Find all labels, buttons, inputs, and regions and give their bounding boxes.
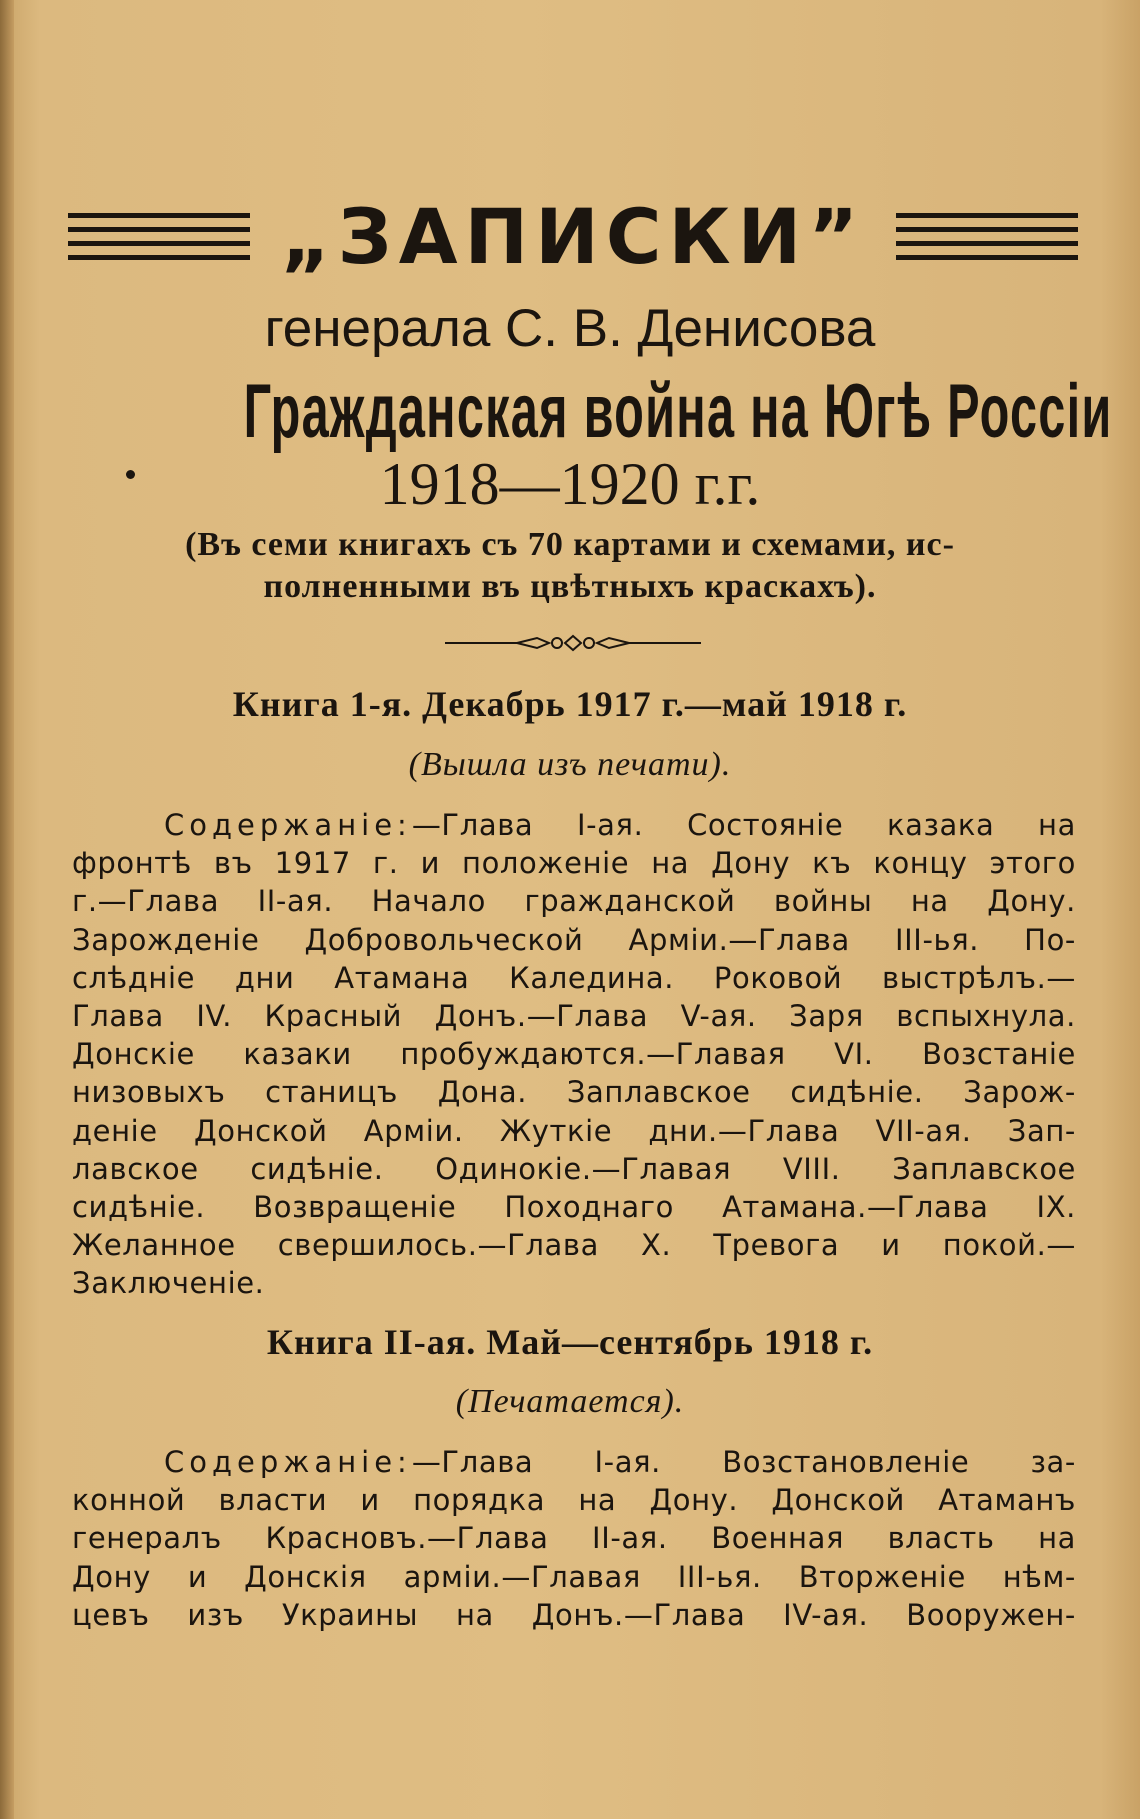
contents-line: цевъ изъ Украины на Донъ.—Глава IV-ая. Вооружен- — [72, 1597, 1076, 1632]
contents-line: Содержаніе:—Глава I-ая. Возстановленіе за- — [164, 1445, 1076, 1479]
contents-line: лавское сидѣніе. Одинокіе.—Главая VIII. Заплавское — [72, 1151, 1076, 1186]
years-line: 1918—1920 г.г. — [379, 451, 761, 517]
rule-line — [896, 227, 1078, 232]
rule-line — [68, 213, 250, 218]
contents-line: Глава IV. Красный Донъ.—Глава V-ая. Заря вспыхнула. — [72, 998, 1076, 1033]
edition-note-line-1: (Въ семи книгахъ съ 70 картами и схемами, ис- — [185, 526, 955, 563]
book1-contents — [72, 806, 1076, 1302]
contents-label: Содержаніе: — [164, 1445, 412, 1479]
contents-line: конной власти и порядка на Дону. Донской Атаманъ — [72, 1483, 1076, 1518]
contents-line: Дону и Донскія арміи.—Главая III-ья. Вторженіе нѣм- — [72, 1559, 1076, 1594]
edition-note-line-2: полненными въ цвѣтныхъ краскахъ). — [263, 568, 877, 605]
contents-line: генералъ Красновъ.—Глава II-ая. Военная власть на — [72, 1521, 1076, 1556]
contents-label: Содержаніе: — [164, 808, 412, 842]
rule-line — [68, 241, 250, 246]
contents-line: Содержаніе:—Глава I-ая. Состояніе казака на — [164, 808, 1076, 842]
contents-line: г.—Глава II-ая. Начало гражданской войны на Дону. — [72, 884, 1076, 919]
work-title: Гражданская война на Югѣ Россіи — [243, 369, 1113, 454]
book1-heading: Книга 1-я. Декабрь 1917 г.—май 1918 г. — [232, 684, 908, 724]
book1-status: (Вышла изъ печати). — [408, 746, 732, 783]
rule-line — [896, 241, 1078, 246]
contents-line: Заключеніе. — [72, 1266, 265, 1301]
contents-line: Донскіе казаки пробуждаются.—Главая VI. Возстаніе — [72, 1037, 1076, 1072]
right-rule-ornament — [896, 213, 1078, 260]
contents-line: деніе Донской Арміи. Жуткіе дни.—Глава VII-ая. Зап- — [72, 1113, 1076, 1148]
rule-line — [68, 227, 250, 232]
left-rule-ornament — [68, 213, 250, 260]
contents-line: низовыхъ станицъ Дона. Заплавское сидѣніе. Зарож- — [72, 1075, 1076, 1110]
main-heading: „ЗАПИСКИ” — [280, 191, 866, 281]
author-line: генерала С. В. Денисова — [264, 299, 876, 358]
contents-line: сидѣніе. Возвращеніе Походнаго Атамана.—Глава IX. — [72, 1189, 1076, 1224]
book2-status: (Печатается). — [455, 1383, 685, 1420]
contents-line: Желанное свершилось.—Глава X. Тревога и покой.— — [72, 1228, 1076, 1263]
rule-line — [896, 213, 1078, 218]
ornamental-divider — [445, 628, 701, 658]
book2-contents — [72, 1443, 1076, 1634]
rule-line — [68, 255, 250, 260]
title-row — [68, 188, 1078, 284]
book-spine-edge — [0, 0, 14, 1819]
rule-line — [896, 255, 1078, 260]
contents-line: слѣдніе дни Атамана Каледина. Роковой выстрѣлъ.— — [72, 960, 1076, 995]
contents-line: фронтѣ въ 1917 г. и положеніе на Дону къ концу этого — [72, 846, 1076, 881]
book2-heading: Книга II-ая. Май—сентябрь 1918 г. — [266, 1322, 874, 1362]
contents-line: Зарожденіе Добровольческой Арміи.—Глава III-ья. По- — [72, 922, 1076, 957]
